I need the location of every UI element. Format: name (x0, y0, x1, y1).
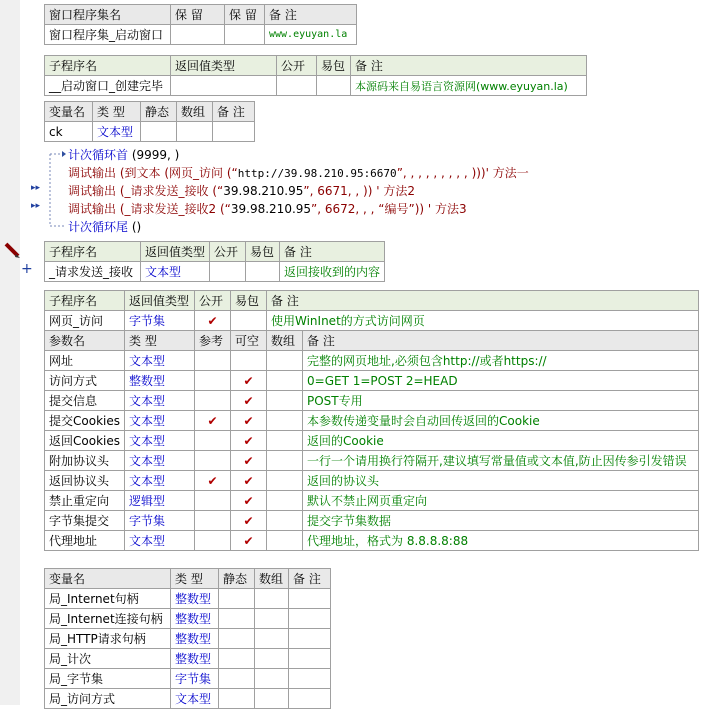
program-set-note[interactable]: www.eyuyan.la (265, 25, 357, 45)
param-name[interactable]: 提交信息 (45, 391, 125, 411)
param-type[interactable]: 整数型 (125, 371, 195, 391)
cell[interactable] (219, 689, 255, 709)
var-type[interactable]: 整数型 (171, 649, 219, 669)
code-line[interactable]: 调试输出 (_请求发送_接收 (“39.98.210.95”, 6671, , )) ' 方法2 (68, 184, 415, 198)
breakpoint-marker-icon[interactable]: ▸▸ (31, 183, 41, 193)
param-name[interactable]: 返回协议头 (45, 471, 125, 491)
param-row[interactable] (45, 471, 699, 491)
var-name[interactable]: 局_Internet连接句柄 (45, 609, 171, 629)
param-note[interactable]: 返回的Cookie (303, 431, 699, 451)
cell[interactable] (255, 669, 289, 689)
var-row[interactable] (45, 669, 331, 689)
sub-table-web-access (44, 290, 699, 551)
header-cell: 返回值类型 (141, 242, 210, 262)
header-cell: 公开 (277, 56, 317, 76)
cell[interactable] (219, 649, 255, 669)
var-name[interactable]: 局_Internet句柄 (45, 589, 171, 609)
cell[interactable] (213, 122, 255, 142)
breakpoint-marker-icon[interactable]: ▸▸ (31, 201, 41, 211)
public-check-icon[interactable]: ✔ (195, 311, 231, 331)
var-name[interactable]: 局_访问方式 (45, 689, 171, 709)
var-table-local (44, 101, 255, 142)
var-name[interactable]: 局_HTTP请求句柄 (45, 629, 171, 649)
header-cell: 子程序名 (45, 56, 171, 76)
header-cell: 返回值类型 (125, 291, 195, 311)
cell[interactable] (219, 629, 255, 649)
header-cell: 类 型 (125, 331, 195, 351)
loop-flow-lines (46, 144, 66, 234)
param-note[interactable]: 代理地址，格式为 8.8.8.8:88 (303, 531, 699, 551)
param-name[interactable]: 代理地址 (45, 531, 125, 551)
param-row[interactable] (45, 411, 699, 431)
param-optional-check-icon[interactable]: ✔ (231, 491, 267, 511)
param-row[interactable] (45, 391, 699, 411)
param-ref-check-icon[interactable] (195, 351, 231, 371)
sub-name[interactable]: _请求发送_接收 (45, 262, 141, 282)
cell[interactable] (255, 609, 289, 629)
param-ref-check-icon[interactable] (195, 531, 231, 551)
cell[interactable] (289, 649, 331, 669)
header-cell: 静态 (141, 102, 177, 122)
param-type[interactable]: 文本型 (125, 431, 195, 451)
sub-name[interactable]: __启动窗口_创建完毕 (45, 76, 171, 96)
cell[interactable] (289, 609, 331, 629)
var-row[interactable] (45, 649, 331, 669)
header-cell: 备 注 (289, 569, 331, 589)
cell[interactable] (289, 689, 331, 709)
param-ref-check-icon[interactable] (195, 511, 231, 531)
param-type[interactable]: 文本型 (125, 451, 195, 471)
cell[interactable] (255, 689, 289, 709)
header-cell: 数组 (177, 102, 213, 122)
param-name[interactable]: 字节集提交 (45, 511, 125, 531)
cell[interactable] (317, 76, 351, 96)
param-array-cell[interactable] (267, 351, 303, 371)
header-cell: 备 注 (280, 242, 385, 262)
cell[interactable] (219, 609, 255, 629)
pencil-icon (4, 242, 20, 258)
cell[interactable] (171, 76, 277, 96)
header-cell: 备 注 (213, 102, 255, 122)
cell[interactable] (225, 25, 265, 45)
param-optional-check-icon[interactable]: ✔ (231, 531, 267, 551)
param-ref-check-icon[interactable] (195, 391, 231, 411)
param-row[interactable] (45, 351, 699, 371)
header-cell: 易包 (246, 242, 280, 262)
header-cell: 可空 (231, 331, 267, 351)
header-cell: 参考 (195, 331, 231, 351)
param-type[interactable]: 文本型 (125, 391, 195, 411)
cell[interactable] (277, 76, 317, 96)
header-cell: 易包 (317, 56, 351, 76)
header-cell: 保 留 (225, 5, 265, 25)
param-row[interactable] (45, 491, 699, 511)
var-row[interactable] (45, 609, 331, 629)
var-type[interactable]: 整数型 (171, 629, 219, 649)
param-array-cell[interactable] (267, 391, 303, 411)
header-cell: 备 注 (267, 291, 699, 311)
var-type[interactable]: 文本型 (171, 689, 219, 709)
param-row[interactable] (45, 511, 699, 531)
param-ref-check-icon[interactable]: ✔ (195, 411, 231, 431)
cell[interactable] (141, 122, 177, 142)
cell[interactable] (255, 629, 289, 649)
header-cell: 变量名 (45, 102, 93, 122)
header-cell: 数组 (255, 569, 289, 589)
param-row[interactable] (45, 451, 699, 471)
cell[interactable] (219, 589, 255, 609)
cell[interactable] (171, 25, 225, 45)
cell[interactable] (255, 589, 289, 609)
param-optional-check-icon[interactable]: ✔ (231, 511, 267, 531)
param-name[interactable]: 返回Cookies (45, 431, 125, 451)
var-table-web-access (44, 568, 331, 709)
cell[interactable] (289, 629, 331, 649)
code-line[interactable]: 计次循环首 (9999, ) (68, 148, 180, 162)
code-line[interactable]: 调试输出 (到文本 (网页_访问 (“http://39.98.210.95:6670”, , , , , , , , , )))' 方法一 (68, 166, 529, 180)
sub-table-startup (44, 55, 587, 96)
var-row[interactable] (45, 629, 331, 649)
header-cell: 公开 (210, 242, 246, 262)
cell[interactable] (219, 669, 255, 689)
cell[interactable] (177, 122, 213, 142)
param-type[interactable]: 文本型 (125, 471, 195, 491)
editor-gutter (0, 0, 20, 705)
header-cell: 变量名 (45, 569, 171, 589)
param-row[interactable] (45, 371, 699, 391)
param-type[interactable]: 文本型 (125, 351, 195, 371)
header-cell: 返回值类型 (171, 56, 277, 76)
param-optional-check-icon[interactable]: ✔ (231, 451, 267, 471)
param-name[interactable]: 附加协议头 (45, 451, 125, 471)
sub-note[interactable]: 使用WinInet的方式访问网页 (267, 311, 699, 331)
param-optional-check-icon[interactable]: ✔ (231, 371, 267, 391)
param-optional-check-icon[interactable]: ✔ (231, 431, 267, 451)
param-note[interactable]: POST专用 (303, 391, 699, 411)
header-cell: 参数名 (45, 331, 125, 351)
param-ref-check-icon[interactable]: ✔ (195, 471, 231, 491)
param-ref-check-icon[interactable] (195, 431, 231, 451)
param-type[interactable]: 字节集 (125, 511, 195, 531)
code-line[interactable]: 计次循环尾 () (68, 220, 142, 234)
cell[interactable] (255, 649, 289, 669)
var-row[interactable] (45, 689, 331, 709)
sub-note[interactable]: 本源码来自易语言资源网(www.eyuyan.la) (351, 76, 587, 96)
header-cell: 类 型 (93, 102, 141, 122)
var-type[interactable]: 文本型 (93, 122, 141, 142)
header-cell: 数组 (267, 331, 303, 351)
header-cell: 子程序名 (45, 242, 141, 262)
param-array-cell[interactable] (267, 531, 303, 551)
sub-note[interactable]: 返回接收到的内容 (280, 262, 385, 282)
param-optional-check-icon[interactable]: ✔ (231, 411, 267, 431)
var-type[interactable]: 整数型 (171, 609, 219, 629)
param-ref-check-icon[interactable] (195, 371, 231, 391)
sub-name[interactable]: 网页_访问 (45, 311, 125, 331)
header-cell: 公开 (195, 291, 231, 311)
header-cell: 类 型 (171, 569, 219, 589)
cell[interactable] (210, 262, 246, 282)
var-type[interactable]: 字节集 (171, 669, 219, 689)
param-note[interactable]: 本参数传递变量时会自动回传返回的Cookie (303, 411, 699, 431)
program-set-table (44, 4, 357, 45)
program-set-name[interactable]: 窗口程序集_启动窗口 (45, 25, 171, 45)
param-optional-check-icon[interactable]: ✔ (231, 391, 267, 411)
param-name[interactable]: 网址 (45, 351, 125, 371)
param-name[interactable]: 禁止重定向 (45, 491, 125, 511)
param-ref-check-icon[interactable] (195, 491, 231, 511)
param-array-cell[interactable] (267, 471, 303, 491)
param-name[interactable]: 提交Cookies (45, 411, 125, 431)
param-type[interactable]: 逻辑型 (125, 491, 195, 511)
cell[interactable] (231, 311, 267, 331)
param-note[interactable]: 返回的协议头 (303, 471, 699, 491)
param-note[interactable]: 完整的网页地址,必须包含http://或者https:// (303, 351, 699, 371)
var-row[interactable] (45, 589, 331, 609)
param-type[interactable]: 文本型 (125, 411, 195, 431)
param-row[interactable] (45, 431, 699, 451)
expand-plus-icon[interactable]: + (21, 261, 33, 277)
header-cell: 子程序名 (45, 291, 125, 311)
header-cell: 备 注 (351, 56, 587, 76)
var-name[interactable]: 局_计次 (45, 649, 171, 669)
header-cell: 窗口程序集名 (45, 5, 171, 25)
param-array-cell[interactable] (267, 491, 303, 511)
param-name[interactable]: 访问方式 (45, 371, 125, 391)
cell[interactable] (246, 262, 280, 282)
sub-return-type[interactable]: 文本型 (141, 262, 210, 282)
param-array-cell[interactable] (267, 371, 303, 391)
sub-return-type[interactable]: 字节集 (125, 311, 195, 331)
param-array-cell[interactable] (267, 451, 303, 471)
header-cell: 静态 (219, 569, 255, 589)
var-type[interactable]: 整数型 (171, 589, 219, 609)
cell[interactable] (289, 589, 331, 609)
param-array-cell[interactable] (267, 431, 303, 451)
code-line[interactable]: 调试输出 (_请求发送_接收2 (“39.98.210.95”, 6672, , , “编号”)) ' 方法3 (68, 202, 467, 216)
param-ref-check-icon[interactable] (195, 451, 231, 471)
header-cell: 易包 (231, 291, 267, 311)
param-type[interactable]: 文本型 (125, 531, 195, 551)
header-cell: 备 注 (265, 5, 357, 25)
var-name[interactable]: ck (45, 122, 93, 142)
param-array-cell[interactable] (267, 411, 303, 431)
param-optional-check-icon[interactable]: ✔ (231, 471, 267, 491)
param-note[interactable]: 一行一个请用换行符隔开,建议填写常量值或文本值,防止因传参引发错误 (303, 451, 699, 471)
var-name[interactable]: 局_字节集 (45, 669, 171, 689)
header-cell: 备 注 (303, 331, 699, 351)
cell[interactable] (289, 669, 331, 689)
sub-table-request (44, 241, 385, 282)
param-note[interactable]: 提交字节集数据 (303, 511, 699, 531)
param-note[interactable]: 0=GET 1=POST 2=HEAD (303, 371, 699, 391)
param-row[interactable] (45, 531, 699, 551)
param-note[interactable]: 默认不禁止网页重定向 (303, 491, 699, 511)
param-array-cell[interactable] (267, 511, 303, 531)
header-cell: 保 留 (171, 5, 225, 25)
param-optional-check-icon[interactable] (231, 351, 267, 371)
